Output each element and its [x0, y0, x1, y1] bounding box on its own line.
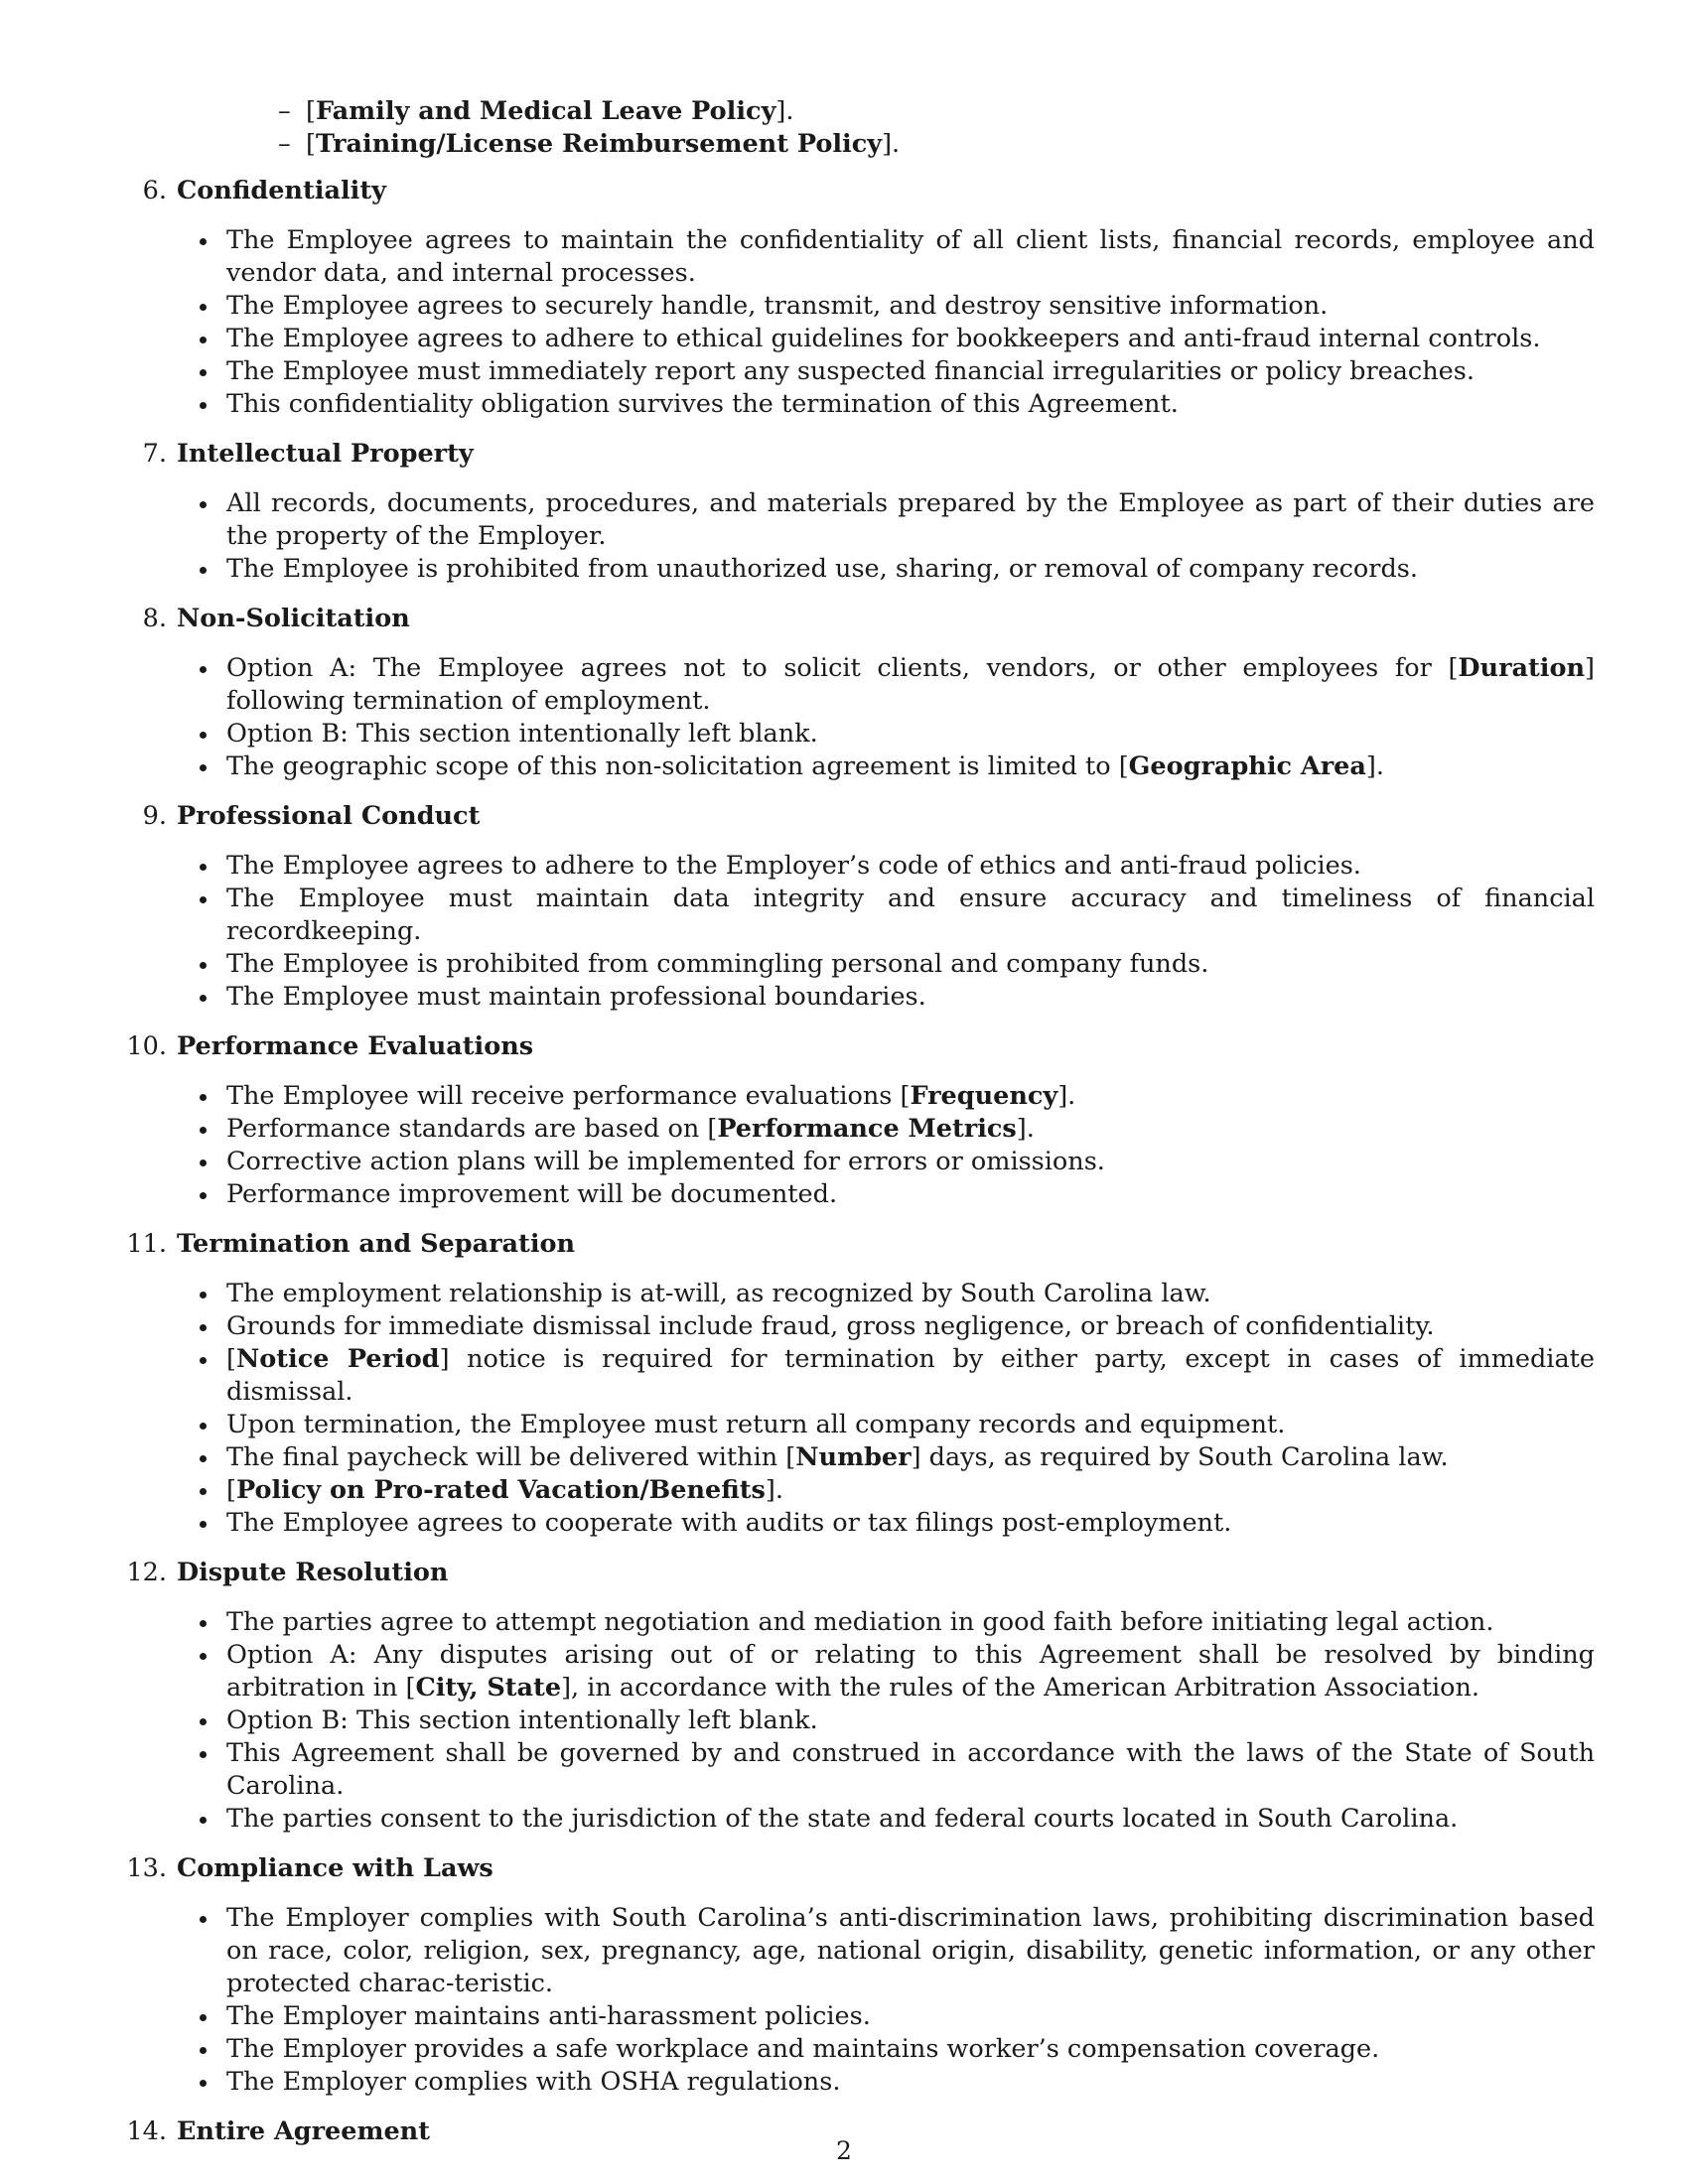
- section-title: Termination and Separation: [177, 1229, 576, 1259]
- section-7: [111, 438, 1595, 586]
- bullet-item: Grounds for immediate dismissal include fraud, gross negligence, or breach of confidentiality.: [226, 1310, 1595, 1343]
- section-bullet-list: [111, 1080, 1595, 1211]
- section-heading: [111, 438, 1595, 471]
- bullet-item: [Policy on Pro-rated Vacation/Benefits].: [226, 1474, 1595, 1507]
- section-bullet-list: [111, 1606, 1595, 1836]
- bullet-item: The Employee agrees to adhere to the Employer’s code of ethics and anti-fraud policies.: [226, 850, 1595, 883]
- bullet-item: Option A: Any disputes arising out of or relating to this Agreement shall be resolved by binding arbitration in [City, State], in accordance with the rules of the American Arbitration Association.: [226, 1640, 1595, 1703]
- bullet-item: Performance standards are based on [Performance Metrics].: [226, 1113, 1595, 1146]
- section-bullet-list: [111, 652, 1595, 783]
- section-9: [111, 800, 1595, 1014]
- bullet-item: The Employee agrees to maintain the confidentiality of all client lists, financial records, employee and vendor data, and internal processes.: [226, 225, 1595, 288]
- section-bullet-list: [111, 487, 1595, 586]
- bullet-item: The Employee must maintain professional boundaries.: [226, 981, 1595, 1014]
- bullet-item: The Employee agrees to adhere to ethical guidelines for bookkeepers and anti-fraud internal controls.: [226, 323, 1595, 355]
- section-bullet-list: [111, 1278, 1595, 1540]
- section-11: [111, 1228, 1595, 1540]
- section-heading: [111, 1557, 1595, 1589]
- section-title: Compliance with Laws: [177, 1853, 493, 1883]
- section-heading: [111, 175, 1595, 207]
- bullet-item: This Agreement shall be governed by and construed in accordance with the laws of the State of South Carolina.: [226, 1738, 1595, 1801]
- bullet-item: The employment relationship is at-will, as recognized by South Carolina law.: [226, 1278, 1595, 1310]
- section-heading: [111, 1228, 1595, 1261]
- bullet-item: Performance improvement will be documented.: [226, 1178, 1595, 1211]
- bullet-item: The Employee agrees to cooperate with audits or tax filings post-employment.: [226, 1507, 1595, 1540]
- bullet-item: The geographic scope of this non-solicitation agreement is limited to [Geographic Area].: [226, 751, 1595, 783]
- bullet-item: The parties consent to the jurisdiction of the state and federal courts located in South Carolina.: [226, 1803, 1595, 1836]
- bullet-item: Upon termination, the Employee must return all company records and equipment.: [226, 1409, 1595, 1441]
- section-number: 14.: [126, 2116, 167, 2146]
- bullet-item: The parties agree to attempt negotiation and mediation in good faith before initiating legal action.: [226, 1606, 1595, 1639]
- bullet-item: The Employee must immediately report any suspected financial irregularities or policy breaches.: [226, 355, 1595, 388]
- section-title: Entire Agreement: [177, 2116, 430, 2146]
- bullet-item: The Employee is prohibited from unauthorized use, sharing, or removal of company records.: [226, 553, 1595, 586]
- section-12: [111, 1557, 1595, 1836]
- section-8: [111, 603, 1595, 783]
- section-number: 13.: [126, 1853, 167, 1883]
- bullet-item: The Employee must maintain data integrity and ensure accuracy and timeliness of financial recordkeeping.: [226, 884, 1595, 946]
- bullet-item: The Employee will receive performance evaluations [Frequency].: [226, 1080, 1595, 1113]
- section-title: Dispute Resolution: [177, 1558, 449, 1587]
- bullet-item: All records, documents, procedures, and materials prepared by the Employee as part of their duties are the property of the Employer.: [226, 488, 1595, 551]
- section-title: Intellectual Property: [177, 439, 474, 469]
- section-number: 10.: [126, 1031, 167, 1061]
- section-number: 11.: [126, 1229, 167, 1259]
- bullet-item: The Employee agrees to securely handle, transmit, and destroy sensitive information.: [226, 290, 1595, 323]
- continued-list-item: – [Family and Medical Leave Policy].: [278, 95, 1595, 128]
- section-title: Professional Conduct: [177, 801, 481, 831]
- continued-policy-list: [278, 95, 1595, 161]
- section-heading: [111, 800, 1595, 833]
- section-number: 6.: [142, 176, 167, 205]
- bullet-item: This confidentiality obligation survives the termination of this Agreement.: [226, 388, 1595, 421]
- bullet-item: Corrective action plans will be implemented for errors or omissions.: [226, 1146, 1595, 1178]
- bullet-item: The final paycheck will be delivered within [Number] days, as required by South Carolina law.: [226, 1441, 1595, 1474]
- section-number: 12.: [126, 1558, 167, 1587]
- section-title: Performance Evaluations: [177, 1031, 534, 1061]
- section-bullet-list: [111, 850, 1595, 1014]
- section-heading: [111, 1852, 1595, 1885]
- section-number: 7.: [142, 439, 167, 469]
- section-bullet-list: [111, 1902, 1595, 2099]
- section-13: [111, 1852, 1595, 2099]
- section-6: [111, 175, 1595, 421]
- bullet-item: Option B: This section intentionally left blank.: [226, 1705, 1595, 1737]
- bullet-item: Option A: The Employee agrees not to solicit clients, vendors, or other employees for [Duration] following termination of employment.: [226, 653, 1595, 716]
- section-heading: [111, 1030, 1595, 1063]
- section-title: Non-Solicitation: [177, 604, 410, 633]
- section-title: Confidentiality: [177, 176, 386, 205]
- page-number: 2: [836, 2136, 852, 2165]
- sections-container: [111, 175, 1595, 2148]
- section-number: 9.: [142, 801, 167, 831]
- section-number: 8.: [142, 604, 167, 633]
- bullet-item: The Employer complies with South Carolina’s anti-discrimination laws, prohibiting discrimination based on race, color, religion, sex, pregnancy, age, national origin, disability, genetic information, or any other protected charac-teristic.: [226, 1903, 1595, 1998]
- bullet-item: Option B: This section intentionally left blank.: [226, 718, 1595, 751]
- section-10: [111, 1030, 1595, 1211]
- continued-list-item: – [Training/License Reimbursement Policy].: [278, 128, 1595, 161]
- bullet-item: [Notice Period] notice is required for termination by either party, except in cases of immediate dismissal.: [226, 1344, 1595, 1407]
- bullet-item: The Employer provides a safe workplace and maintains worker’s compensation coverage.: [226, 2033, 1595, 2066]
- bullet-item: The Employee is prohibited from commingling personal and company funds.: [226, 948, 1595, 981]
- bullet-item: The Employer maintains anti-harassment policies.: [226, 2000, 1595, 2033]
- section-heading: [111, 603, 1595, 635]
- document-body: [111, 95, 1595, 2165]
- bullet-item: The Employer complies with OSHA regulations.: [226, 2066, 1595, 2099]
- section-bullet-list: [111, 224, 1595, 421]
